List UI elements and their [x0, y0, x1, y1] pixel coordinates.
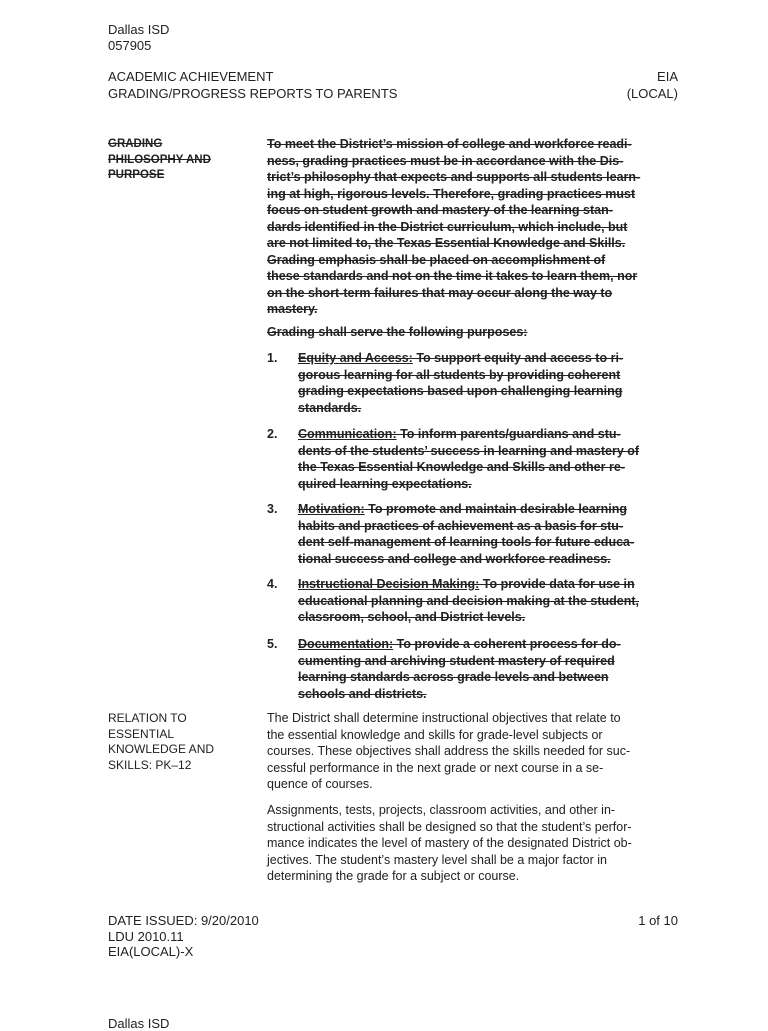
relation-paragraph-2: Assignments, tests, projects, classroom activities, and other in- structional activities shall be designed so that the student’s perfor- mance indicates the level of mastery of the designated District ob- jectives. The student’s mastery level shall be a major factor in determining the grade for a subject or course.: [267, 803, 632, 883]
purposes-intro: Grading shall serve the following purposes:: [267, 325, 528, 339]
header-org: Dallas ISD: [108, 22, 170, 37]
grading-paragraph: To meet the District’s mission of college and workforce readi- ness, grading practices must be in accordance with the Dis- trict’s philosophy that expects and supports all students learn- ing at high, rigorous levels. Therefore, grading practices must focus on student growth and mastery of the learning stan- dards identified in the District curriculum, which include, but are not limited to, the Texas Essential Knowledge and Skills. Grading emphasis shall be placed on accomplishment of these standards and not on the time it takes to learn them, nor on the short-term failures that may occur along the way to mastery.: [267, 137, 641, 316]
list-item: 4. Instructional Decision Making: To provide data for use in educational planning and decision making at the student, classroom, school, and District levels.: [267, 577, 640, 624]
footer-info: DATE ISSUED: 9/20/2010 LDU 2010.11 EIA(LOCAL)-X: [108, 913, 259, 959]
next-page-org: Dallas ISD: [108, 1016, 170, 1031]
list-item: 1. Equity and Access: To support equity and access to ri- gorous learning for all students by providing coherent grading expectations based upon challenging learning standards.: [267, 351, 624, 415]
list-item: 2. Communication: To inform parents/guardians and stu- dents of the students’ success in learning and mastery of the Texas Essential Knowledge and Skills and other re- quired learning expectations.: [267, 427, 640, 491]
relation-paragraph-1: The District shall determine instructional objectives that relate to the essential knowledge and skills for grade-level subjects or courses. These objectives shall address the skills needed for suc- cessful performance in the next grade or next course in a se- quence of courses.: [267, 711, 631, 791]
header-section: ACADEMIC ACHIEVEMENT: [108, 69, 274, 84]
side-label-relation: RELATION TO ESSENTIAL KNOWLEDGE AND SKILLS: PK–12: [108, 711, 215, 772]
header-policy-type: (LOCAL): [626, 86, 678, 101]
list-item: 3. Motivation: To promote and maintain desirable learning habits and practices of achievement as a basis for stu- dent self-management of learning tools for future educa- tional success and college and workforce readiness.: [267, 502, 635, 566]
side-label-grading: GRADING PHILOSOPHY AND PURPOSE: [108, 138, 211, 181]
header-code: 057905: [108, 38, 152, 53]
header-subsection: GRADING/PROGRESS REPORTS TO PARENTS: [108, 86, 398, 101]
list-item: 5. Documentation: To provide a coherent process for do- cumenting and archiving student mastery of required learning standards across grade levels and between schools and districts.: [267, 637, 621, 701]
page-number: 1 of 10: [638, 913, 678, 928]
header-policy-code: EIA: [657, 69, 678, 84]
